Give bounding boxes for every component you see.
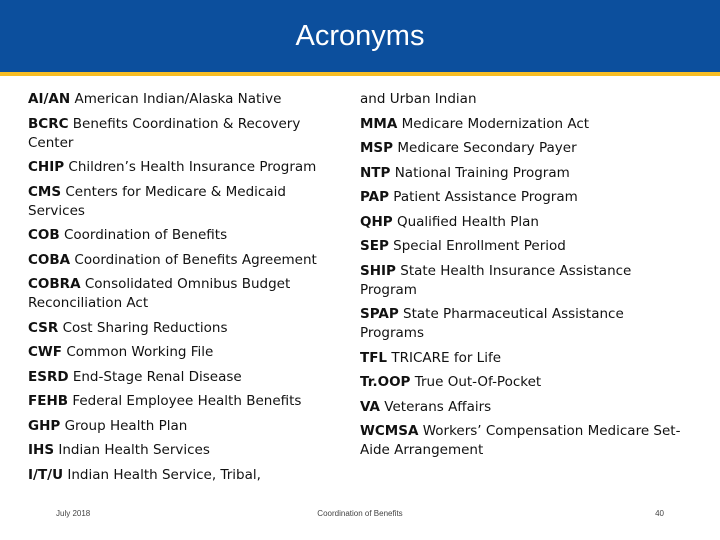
acronym-term: COBRA bbox=[28, 276, 81, 292]
acronym-definition: Children’s Health Insurance Program bbox=[68, 159, 317, 175]
acronym-term: ESRD bbox=[28, 368, 69, 385]
acronym-definition: American Indian/Alaska Native bbox=[74, 91, 282, 107]
acronym-definition: Cost Sharing Reductions bbox=[62, 319, 228, 336]
acronym-definition: Common Working File bbox=[66, 344, 214, 360]
acronym-term: I/T/U bbox=[28, 466, 64, 483]
acronym-entry bbox=[360, 90, 690, 109]
acronym-term: SPAP bbox=[360, 306, 399, 322]
acronym-entry bbox=[360, 213, 690, 232]
acronym-term: NTP bbox=[360, 164, 391, 181]
acronym-term: MSP bbox=[360, 140, 394, 156]
acronym-list-right bbox=[360, 90, 690, 466]
acronym-entry bbox=[360, 164, 690, 183]
acronym-entry bbox=[28, 343, 340, 362]
acronym-entry bbox=[28, 183, 340, 221]
acronym-definition: True Out-Of-Pocket bbox=[414, 374, 542, 390]
acronym-definition: Centers for Medicare & Medicaid Services bbox=[28, 183, 286, 219]
acronym-definition: Indian Health Service, Tribal, bbox=[67, 466, 261, 483]
acronym-definition: End-Stage Renal Disease bbox=[72, 368, 242, 385]
acronym-definition: Veterans Affairs bbox=[384, 398, 492, 415]
acronym-term: PAP bbox=[360, 189, 389, 205]
acronym-entry bbox=[360, 349, 690, 368]
acronym-term: VA bbox=[360, 398, 380, 415]
page-number: 40 bbox=[655, 509, 664, 518]
acronym-entry bbox=[28, 441, 340, 460]
acronym-term: CSR bbox=[28, 319, 59, 336]
acronym-term: COBA bbox=[28, 251, 71, 268]
acronym-definition: Group Health Plan bbox=[64, 417, 188, 434]
acronym-definition: State Health Insurance Assistance Program bbox=[360, 262, 632, 298]
acronym-definition: Benefits Coordination & Recovery Center bbox=[28, 115, 301, 151]
acronym-term: TFL bbox=[360, 349, 388, 366]
acronym-definition: Qualified Health Plan bbox=[396, 213, 539, 230]
acronym-term: AI/AN bbox=[28, 91, 71, 107]
acronym-list-left bbox=[28, 90, 340, 490]
acronym-entry bbox=[28, 226, 340, 245]
acronym-entry bbox=[360, 237, 690, 256]
acronym-entry bbox=[28, 392, 340, 411]
acronym-entry bbox=[360, 115, 690, 134]
acronym-entry bbox=[360, 422, 690, 460]
acronym-definition: Coordination of Benefits bbox=[63, 227, 228, 243]
acronym-term: COB bbox=[28, 227, 60, 243]
acronym-definition: Medicare Modernization Act bbox=[401, 115, 590, 132]
acronym-definition: Patient Assistance Program bbox=[393, 189, 578, 205]
acronym-entry bbox=[28, 319, 340, 338]
acronym-entry bbox=[28, 275, 340, 313]
acronym-entry bbox=[360, 305, 690, 343]
acronym-entry bbox=[360, 262, 690, 300]
acronym-entry bbox=[28, 158, 340, 177]
title-underline bbox=[0, 72, 720, 76]
acronym-definition: Federal Employee Health Benefits bbox=[72, 393, 302, 409]
acronym-entry bbox=[360, 139, 690, 158]
acronym-entry bbox=[28, 466, 340, 485]
acronym-entry bbox=[28, 90, 340, 109]
acronym-term: SEP bbox=[360, 238, 389, 254]
acronym-definition: and Urban Indian bbox=[360, 91, 477, 107]
footer-date: July 2018 bbox=[56, 509, 91, 518]
acronym-term: CWF bbox=[28, 344, 63, 360]
acronym-term: CMS bbox=[28, 183, 62, 200]
page-title: Acronyms bbox=[295, 20, 425, 52]
acronym-term: BCRC bbox=[28, 115, 69, 132]
acronym-entry bbox=[28, 417, 340, 436]
acronym-definition: State Pharmaceutical Assistance Programs bbox=[360, 306, 624, 341]
acronym-definition: Coordination of Benefits Agreement bbox=[74, 251, 317, 268]
acronym-definition: Indian Health Services bbox=[58, 442, 210, 458]
acronym-definition: Medicare Secondary Payer bbox=[397, 140, 577, 156]
acronym-definition: Special Enrollment Period bbox=[393, 238, 566, 254]
acronym-entry bbox=[360, 398, 690, 417]
acronym-term: FEHB bbox=[28, 393, 69, 409]
acronym-definition: Workers’ Compensation Medicare Set-Aide Arrangement bbox=[360, 423, 681, 458]
acronym-term: Tr.OOP bbox=[360, 374, 411, 390]
acronym-entry bbox=[360, 188, 690, 207]
acronym-term: MMA bbox=[360, 115, 398, 132]
acronym-term: SHIP bbox=[360, 262, 396, 279]
acronym-term: QHP bbox=[360, 213, 393, 230]
acronym-definition: TRICARE for Life bbox=[391, 349, 501, 366]
acronym-definition: National Training Program bbox=[394, 164, 570, 181]
acronym-entry bbox=[28, 368, 340, 387]
acronym-entry bbox=[360, 373, 690, 392]
acronym-entry bbox=[28, 251, 340, 270]
acronym-term: WCMSA bbox=[360, 423, 419, 439]
acronym-term: GHP bbox=[28, 417, 61, 434]
footer-title: Coordination of Benefits bbox=[317, 509, 403, 518]
acronym-term: CHIP bbox=[28, 159, 65, 175]
acronym-term: IHS bbox=[28, 442, 55, 458]
acronym-definition: Consolidated Omnibus Budget Reconciliation Act bbox=[28, 276, 291, 311]
acronym-entry bbox=[28, 115, 340, 153]
